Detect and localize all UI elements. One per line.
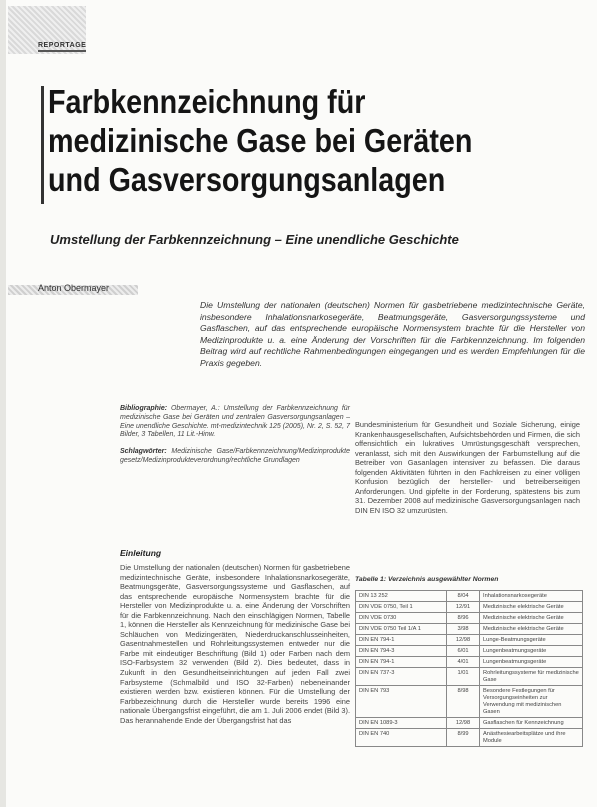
title-line: und Gasversorgungsanlagen xyxy=(48,161,446,198)
norm-title-cell: Besondere Festlegungen für Versorgungseinheiten zur Verwendung mit medizinischen Gasen xyxy=(480,686,583,718)
citation-text: Obermayer, A.: Umstellung der Farbkennzeichnung für medizinische Gase bei Geräten und zentralen Gasversorgungsanlagen – Eine unendliche Geschichte. mt-medizintechnik 125 (2005), Nr. 2, S. 52, 7 Bilder, 3 Tabellen, 11 Lit.-Hinw. xyxy=(120,405,350,439)
norm-date-cell: 1/01 xyxy=(447,668,480,686)
author-name: Anton Obermayer xyxy=(38,283,110,293)
table-caption: Tabelle 1: Verzeichnis ausgewählter Normen xyxy=(355,576,499,583)
table-row xyxy=(356,602,583,613)
norm-number-cell: DIN EN 793 xyxy=(356,686,447,718)
citation xyxy=(120,405,350,440)
intro-text: Die Umstellung der nationalen (deutschen) Normen für gasbetriebene medizintechnische Geräte, insbesondere Inhalationsnarkosegeräte, Beatmungsgeräte, Gasversorgungssysteme und Gasflaschen, auf das entsprechende europäische Normensystem brachte für die Hersteller von Medizinprodukte u. a. eine Änderung der Vorschriften für die Farbkennzeichnung. Nach den einschlägigen Normen, Tabelle 1, können die Hersteller als Kennzeichnung für medizinische Gase bei Schläuchen von Medizingeräten, Niederdruckanschlusseinheiten, Gasentnahmestellen und Rohrleitungssystemen entweder nur die Farbe mit eindeutiger Beschriftung (Bild 1) oder Farben nach dem ISO-Farbsystem 32 verwenden (Bild 2). Dies bedeutet, dass in Zukunft in den Gesundheitseinrichtungen auf jeden Fall zwei Farbsysteme (Schmalbild und ISO 32-Farben) nebeneinander existieren werden bzw. existieren können. Für die Umstellung der Farbbezeichnung durch die Hersteller wurde bereits 1996 eine nationale Übergangsfrist eingeführt, die am 1. Juli 2006 endet (Bild 3). Das herannahende Ende der Übergangsfrist hat das xyxy=(120,563,350,725)
norm-title-cell: Lungenbeatmungsgeräte xyxy=(480,657,583,668)
keywords-label: Schlagwörter: xyxy=(120,448,167,456)
norm-date-cell: 12/98 xyxy=(447,635,480,646)
norm-title-cell: Medizinische elektrische Geräte xyxy=(480,624,583,635)
norm-title-cell: Lungenbeatmungsgeräte xyxy=(480,646,583,657)
right-column-text: Bundesministerium für Gesundheit und Soziale Sicherung, einige Krankenhausgesellschaften, Aufsichtsbehörden und Firmen, die sich offensichtlich ein lukratives Umrüstungsgeschäft versprechen, veranlasst, sich mit den Auswirkungen der Farbumstellung auf die Betreiber von Gasanlagen intensiver zu befassen. Die daraus folgenden Aktivitäten führten in den Fachkreisen zu einer völligen Konfusion bezüglich der hersteller- und betreiberseitigen Anforderungen. Und gipfelte in der Forderung, spätestens bis zum 31. Dezember 2008 auf medizinische Gasversorgungsanlagen nach DIN EN ISO 32 umzurüsten. xyxy=(355,420,580,515)
norms-table-body xyxy=(356,591,583,747)
title-line: Farbkennzeichnung für xyxy=(48,83,366,120)
table-row xyxy=(356,668,583,686)
norm-date-cell: 3/98 xyxy=(447,624,480,635)
keywords-text: Medizinische Gase/Farbkennzeichnung/Medizinprodukte gesetz/Medizinprodukteverordnung/rechtliche Grundlagen xyxy=(120,448,350,464)
norm-date-cell: 8/96 xyxy=(447,613,480,624)
norm-title-cell: Medizinische elektrische Geräte xyxy=(480,602,583,613)
norm-title-cell: Medizinische elektrische Geräte xyxy=(480,613,583,624)
table-row xyxy=(356,646,583,657)
table-row xyxy=(356,591,583,602)
title-accent-bar xyxy=(41,86,44,204)
norm-number-cell: DIN VDE 0750 Teil 1/A 1 xyxy=(356,624,447,635)
norm-title-cell: Lunge-Beatmungsgeräte xyxy=(480,635,583,646)
norm-date-cell: 12/98 xyxy=(447,718,480,729)
norm-number-cell: DIN 13 252 xyxy=(356,591,447,602)
norm-date-cell: 8/99 xyxy=(447,729,480,747)
keywords xyxy=(120,448,350,466)
norm-title-cell: Gasflaschen für Kennzeichnung xyxy=(480,718,583,729)
norm-date-cell: 6/01 xyxy=(447,646,480,657)
norm-date-cell: 12/91 xyxy=(447,602,480,613)
title-line: medizinische Gase bei Geräten xyxy=(48,122,473,159)
table-row xyxy=(356,718,583,729)
norm-number-cell: DIN EN 794-3 xyxy=(356,646,447,657)
scan-edge-shadow xyxy=(0,0,6,807)
article-title xyxy=(48,82,518,199)
norm-number-cell: DIN VDE 0730 xyxy=(356,613,447,624)
citation-block xyxy=(120,405,350,474)
table-row xyxy=(356,686,583,718)
norm-number-cell: DIN EN 740 xyxy=(356,729,447,747)
article-subtitle: Umstellung der Farbkennzeichnung – Eine unendliche Geschichte xyxy=(50,232,459,247)
norm-number-cell: DIN EN 794-1 xyxy=(356,635,447,646)
norm-date-cell: 8/98 xyxy=(447,686,480,718)
norm-number-cell: DIN VDE 0750, Teil 1 xyxy=(356,602,447,613)
norm-number-cell: DIN EN 794-1 xyxy=(356,657,447,668)
abstract: Die Umstellung der nationalen (deutschen) Normen für gasbetriebene medizintechnische Geräte, insbesondere Inhalationsnarkosegeräte, Beatmungsgeräte, Gasversorgungssysteme und Gasflaschen, auf das entsprechende europäische Normensystem brachte für die Hersteller von Medizinprodukte u. a. eine Änderung der Vorschriften für die Farbkennzeichnung. Im folgenden Beitrag wird auf rechtliche Rahmenbedingungen eingegangen und es werden Empfehlungen für die Praxis gegeben. xyxy=(200,300,585,368)
table-row xyxy=(356,624,583,635)
norm-number-cell: DIN EN 737-3 xyxy=(356,668,447,686)
table-row xyxy=(356,729,583,747)
table-row xyxy=(356,657,583,668)
citation-label: Bibliographie: xyxy=(120,405,168,412)
rubric-label: REPORTAGE xyxy=(38,42,86,52)
section-heading: Einleitung xyxy=(120,548,162,558)
norms-table xyxy=(355,590,583,747)
table-row xyxy=(356,613,583,624)
norm-date-cell: 4/01 xyxy=(447,657,480,668)
norm-title-cell: Anästhesiearbeitsplätze und ihre Module xyxy=(480,729,583,747)
table-row xyxy=(356,635,583,646)
norm-title-cell: Inhalationsnarkosegeräte xyxy=(480,591,583,602)
norm-date-cell: 8/04 xyxy=(447,591,480,602)
norm-title-cell: Rohrleitungssysteme für medizinische Gase xyxy=(480,668,583,686)
norm-number-cell: DIN EN 1089-3 xyxy=(356,718,447,729)
